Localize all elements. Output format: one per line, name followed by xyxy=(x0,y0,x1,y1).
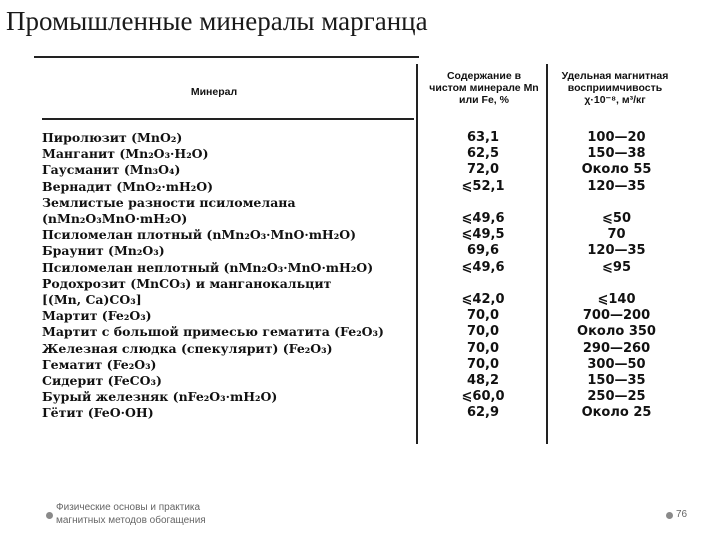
content-value: 70,0 xyxy=(466,356,500,372)
table-body xyxy=(34,130,689,440)
footer-caption xyxy=(56,501,206,527)
table-row xyxy=(34,389,689,405)
susceptibility-value: 120—35 xyxy=(587,178,646,194)
susceptibility-value: 100—20 xyxy=(587,130,646,145)
content-value: ⩽49,6 xyxy=(461,259,505,275)
mineral-name: Псиломелан плотный (nMn₂O₃·MnO·mH₂O) xyxy=(42,227,357,243)
mineral-name: [(Mn, Ca)CO₃] xyxy=(42,292,142,307)
mineral-name: Пиролюзит (MnO₂) xyxy=(42,130,183,145)
table-row xyxy=(34,357,689,373)
susceptibility-value: 150—35 xyxy=(587,373,646,388)
mineral-name: Мартит с большой примесью гематита (Fe₂O₃) xyxy=(42,324,384,340)
table-row xyxy=(34,341,689,357)
content-value: 62,5 xyxy=(466,146,500,162)
table-row xyxy=(34,260,689,276)
susceptibility-value: ⩽95 xyxy=(602,259,631,275)
susceptibility-value: ⩽50 xyxy=(602,211,631,226)
content-value: 70,0 xyxy=(466,324,500,340)
mineral-name: Железная слюдка (спекулярит) (Fe₂O₃) xyxy=(42,340,333,356)
table-row xyxy=(34,130,689,146)
content-value: 70,0 xyxy=(466,308,500,324)
mineral-name: Мартит (Fe₂O₃) xyxy=(42,308,152,324)
susceptibility-value: 290—260 xyxy=(582,340,651,356)
content-value: ⩽49,6 xyxy=(461,211,505,226)
susceptibility-value: 150—38 xyxy=(587,146,646,162)
table-row xyxy=(34,405,689,421)
content-value: ⩽42,0 xyxy=(461,292,505,307)
mineral-name: Манганит (Mn₂O₃·H₂O) xyxy=(42,146,209,162)
mineral-name: Гётит (FeO·OH) xyxy=(42,405,154,421)
susceptibility-value: Около 25 xyxy=(581,405,652,421)
mineral-name: Вернадит (MnO₂·mH₂O) xyxy=(42,178,214,194)
footer-caption-line1: Физические основы и практика xyxy=(56,502,201,513)
table-row xyxy=(34,373,689,389)
table-row xyxy=(34,276,689,292)
susceptibility-value: Около 55 xyxy=(581,162,652,178)
table-row xyxy=(34,324,689,340)
footer-bullet-left xyxy=(46,512,53,519)
mineral-name: Гематит (Fe₂O₃) xyxy=(42,356,157,372)
content-value: 70,0 xyxy=(466,340,500,356)
header-content: Содержание в чистом минерале Mn или Fe, % xyxy=(429,70,539,106)
mineral-name: Бурый железняк (nFe₂O₃·mH₂O) xyxy=(42,389,278,405)
susceptibility-value: 120—35 xyxy=(587,243,646,259)
susceptibility-value: 70 xyxy=(607,227,626,243)
table-row xyxy=(34,179,689,195)
table-row xyxy=(34,308,689,324)
mineral-name: Браунит (Mn₂O₃) xyxy=(42,243,165,259)
mineral-name: Гаусманит (Mn₃O₄) xyxy=(42,162,181,178)
table-row xyxy=(34,227,689,243)
susceptibility-value: 300—50 xyxy=(587,356,646,372)
mineral-name: Родохрозит (MnCO₃) и манганокальцит xyxy=(42,275,332,291)
header-mineral: Минерал xyxy=(190,86,238,98)
slide-title: Промышленные минералы марганца xyxy=(6,6,428,36)
mineral-name: Сидерит (FeCO₃) xyxy=(42,373,162,388)
header-susceptibility: Удельная магнитная восприимчивость χ·10⁻⁸, м³/кг xyxy=(561,70,669,106)
table-row xyxy=(34,195,689,211)
table-row xyxy=(34,292,689,308)
content-value: ⩽49,5 xyxy=(461,227,505,243)
footer-caption-line2: магнитных методов обогащения xyxy=(56,515,206,526)
content-value: 72,0 xyxy=(466,162,500,178)
susceptibility-value: ⩽140 xyxy=(597,292,636,307)
table-row xyxy=(34,162,689,178)
susceptibility-value: 700—200 xyxy=(582,308,651,324)
susceptibility-value: Около 350 xyxy=(577,324,656,340)
table-row xyxy=(34,146,689,162)
table-row xyxy=(34,211,689,227)
mineral-name: Псиломелан неплотный (nMn₂O₃·MnO·mH₂O) xyxy=(42,259,374,275)
content-value: ⩽52,1 xyxy=(461,178,505,194)
content-value: 48,2 xyxy=(466,373,500,388)
content-value: 69,6 xyxy=(466,243,500,259)
page-number: 76 xyxy=(676,509,688,520)
table-row xyxy=(34,243,689,259)
mineral-name: (nMn₂O₃MnO·mH₂O) xyxy=(42,211,188,226)
content-value: ⩽60,0 xyxy=(461,389,505,405)
content-value: 63,1 xyxy=(466,130,500,145)
footer-bullet-right xyxy=(666,512,673,519)
mineral-name: Землистые разности псиломелана xyxy=(42,194,296,210)
content-value: 62,9 xyxy=(466,405,500,421)
susceptibility-value: 250—25 xyxy=(587,389,646,405)
